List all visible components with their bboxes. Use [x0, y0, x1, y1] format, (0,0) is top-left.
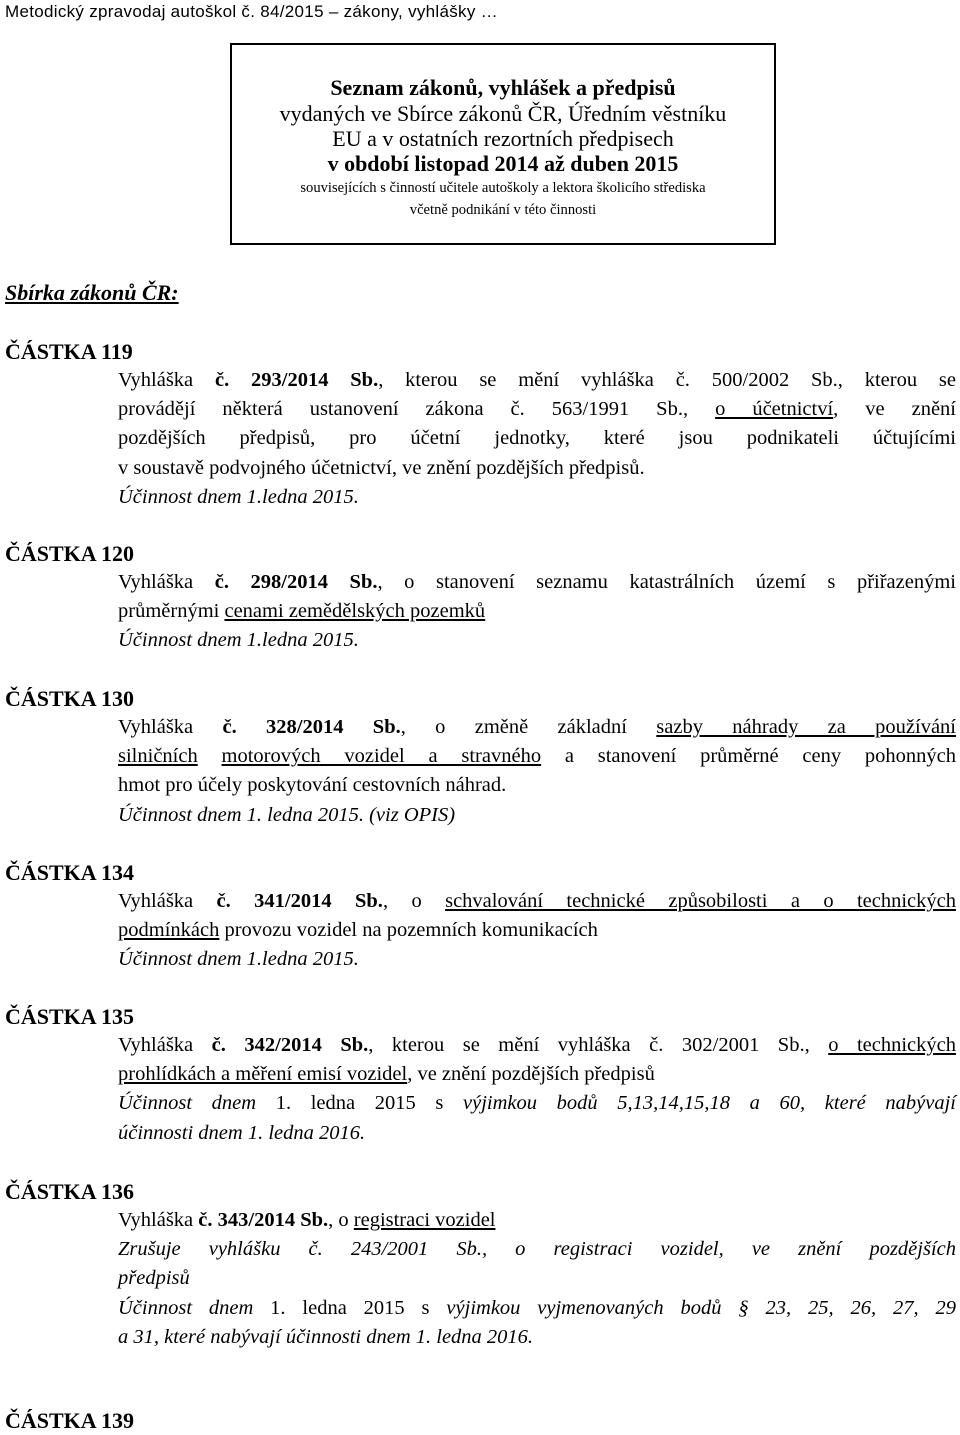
italic-text: výjimkou bodů 5,13,14,15,18 a 60, které nabývají [463, 1092, 956, 1115]
text: 1. ledna 2015 s [275, 1092, 463, 1115]
underlined-text: cenami zemědělských pozemků [224, 600, 486, 623]
part-134 [5, 858, 956, 975]
entry-341-2014 [118, 887, 956, 975]
part-title: ČÁSTKA 139 [5, 1408, 134, 1433]
italic-text: účinnosti dnem [118, 1121, 248, 1144]
effective-date: Účinnost dnem 1.ledna 2015. [118, 629, 359, 652]
entry-line [118, 1060, 956, 1089]
part-title: ČÁSTKA 135 [5, 1004, 134, 1029]
part-139 [5, 1406, 956, 1435]
italic-text: Účinnost dnem [118, 1092, 276, 1115]
entry-line [118, 395, 956, 424]
effective-date: Účinnost dnem 1.ledna 2015. [118, 948, 359, 971]
part-title: ČÁSTKA 130 [5, 686, 134, 711]
entry-line: a 31, které nabývají účinnosti dnem 1. ledna 2016. [118, 1325, 534, 1348]
part-title: ČÁSTKA 119 [5, 339, 133, 364]
running-head: Metodický zpravodaj autoškol č. 84/2015 – zákony, vyhlášky … [5, 2, 498, 21]
text: a stanovení průměrné ceny pohonných [541, 745, 957, 768]
text: , ve znění [833, 398, 956, 421]
text: , o [382, 890, 446, 912]
entry-line [118, 597, 956, 626]
section-sign: § [738, 1296, 749, 1319]
text: , kterou se mění vyhláška č. 500/2002 Sb., kterou se [378, 369, 956, 391]
text: , o změně základní [400, 716, 657, 738]
text: , ve znění pozdějších předpisů [407, 1063, 655, 1086]
title-line-3: EU a v ostatních rezortních předpisech [332, 126, 674, 151]
text: , o stanovení seznamu katastrálních území s přiřazenými [377, 571, 956, 593]
entry-line: Zrušuje vyhlášku č. 243/2001 Sb., o registraci vozidel, ve znění pozdějších [118, 1238, 956, 1261]
decree-number: č. 298/2014 Sb. [214, 571, 378, 593]
part-135 [5, 1002, 956, 1148]
underlined-text: motorových vozidel a stravného [221, 745, 542, 768]
entry-line [118, 366, 956, 395]
text: Vyhláška [118, 890, 217, 912]
entry-line [118, 568, 956, 597]
text [198, 745, 222, 767]
title-line-2: vydaných ve Sbírce zákonů ČR, Úředním věstníku [279, 101, 727, 126]
part-119 [5, 337, 956, 512]
section-heading: Sbírka zákonů ČR: [5, 280, 179, 305]
entry-line [118, 916, 956, 945]
entry-line [118, 1294, 956, 1323]
entry-line: hmot pro účely poskytování cestovních náhrad. [118, 774, 507, 797]
entry-line [118, 742, 956, 771]
text: Vyhláška [118, 571, 215, 593]
text: , o [328, 1209, 354, 1231]
text: , kterou se mění vyhláška č. 302/2001 Sb., [368, 1034, 829, 1056]
underlined-text: silničních [118, 745, 198, 768]
decree-number: č. 342/2014 Sb. [211, 1034, 369, 1056]
text: Vyhláška [118, 369, 215, 391]
title-line-1: Seznam zákonů, vyhlášek a předpisů [330, 75, 676, 100]
part-130 [5, 684, 956, 830]
effective-date: Účinnost dnem 1. ledna 2015. (viz OPIS) [118, 803, 456, 826]
entry-line [118, 1119, 956, 1148]
part-120 [5, 539, 956, 656]
title-box [230, 43, 776, 245]
entry-line [118, 1031, 956, 1060]
part-title: ČÁSTKA 134 [5, 860, 134, 885]
text: Vyhláška [118, 716, 223, 738]
entry-342-2014 [118, 1031, 956, 1148]
entry-line [118, 713, 956, 742]
decree-number: č. 343/2014 Sb. [198, 1209, 329, 1231]
italic-text: výjimkou vyjmenovaných bodů [446, 1296, 739, 1319]
text: 1. ledna 2015 s [270, 1296, 447, 1319]
title-line-5: souvisejících s činností učitele autoškoly a lektora školicího střediska [300, 180, 706, 196]
underlined-text: o technických [828, 1034, 956, 1056]
underlined-text: prohlídkách a měření emisí vozidel [118, 1063, 408, 1086]
underlined-text: schvalování technické způsobilosti a o technických [445, 890, 956, 912]
italic-text: 23, 25, 26, 27, 29 [748, 1296, 957, 1319]
text: Vyhláška [118, 1034, 212, 1056]
part-title: ČÁSTKA 136 [5, 1179, 134, 1204]
underlined-text: podmínkách [118, 919, 220, 942]
entry-line: v soustavě podvojného účetnictví, ve znění pozdějších předpisů. [118, 456, 645, 479]
part-title: ČÁSTKA 120 [5, 541, 134, 566]
title-line-4: v období listopad 2014 až duben 2015 [327, 151, 679, 176]
entry-line [118, 1206, 956, 1235]
text: Vyhláška [118, 1209, 199, 1231]
text: provozu vozidel na pozemních komunikacích [219, 919, 598, 942]
text: průměrnými [118, 600, 225, 623]
entry-293-2014 [118, 366, 956, 512]
text: provádějí některá ustanovení zákona č. 563/1991 Sb., [118, 398, 716, 421]
entry-298-2014 [118, 568, 956, 656]
effective-date: Účinnost dnem 1.ledna 2015. [118, 485, 359, 508]
entry-line [118, 887, 956, 916]
decree-number: č. 341/2014 Sb. [216, 890, 383, 912]
entry-343-2014 [118, 1206, 956, 1352]
italic-text: Účinnost dnem [118, 1296, 271, 1319]
italic-text: 1. ledna 2016. [247, 1121, 366, 1144]
part-136 [5, 1177, 956, 1352]
entry-line: pozdějších předpisů, pro účetní jednotky, které jsou podnikateli účtujícími [118, 427, 956, 450]
entry-line [118, 1089, 956, 1118]
underlined-text: sazby náhrady za používání [656, 716, 956, 738]
entry-328-2014 [118, 713, 956, 830]
underlined-text: registraci vozidel [353, 1209, 496, 1231]
decree-number: č. 328/2014 Sb. [222, 716, 401, 738]
title-line-6: včetně podnikání v této činnosti [409, 202, 597, 218]
underlined-text: o účetnictví [715, 398, 834, 421]
entry-line: předpisů [118, 1267, 190, 1290]
decree-number: č. 293/2014 Sb. [214, 369, 379, 391]
